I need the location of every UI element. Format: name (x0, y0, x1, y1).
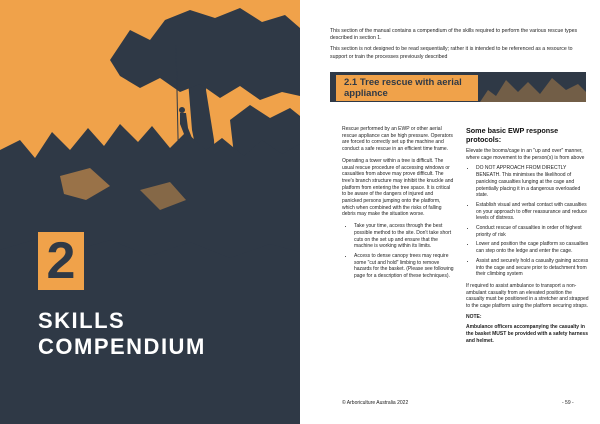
list-item: • Conduct rescue of casualties in order of highest priority of risk (476, 225, 590, 238)
list-item: • Access to dense canopy trees may require some "cut and hold" limbing to remove hazards for the basket. (Please see following page for a description of these techniques). (354, 253, 454, 280)
section-banner (330, 72, 586, 102)
intro-paragraph: This section of the manual contains a compendium of the skills required to perform the various rescue types described in section 1. (330, 28, 578, 42)
climber-head (179, 107, 185, 113)
note-label: NOTE: (466, 313, 482, 320)
note-text: Ambulance officers accompanying the casualty in the basket MUST be provided with a safety harness and helmet. (466, 324, 588, 344)
list-item: • Lower and position the cage platform so casualties can step onto the ledge and enter the cage. (476, 241, 590, 254)
paragraph: If required to assist ambulance to transport a non-ambulant casualty from an elevated position the casualty must be positioned in a stretcher and strapped to the cage platform using the platform securing straps. (466, 282, 589, 310)
right-page (300, 0, 600, 424)
bullet-list (466, 165, 590, 278)
left-column (342, 126, 454, 283)
intro-text (330, 28, 590, 65)
chapter-title-line2: COMPENDIUM (38, 334, 206, 359)
footer-copyright: © Arboriculture Australia 2022 (342, 400, 409, 406)
paragraph: Rescue performed by an EWP or other aerial rescue appliance can be high pressure. Operators are forced to correctly set up the machine and conduct a safe rescue in an efficient time frame. (342, 126, 453, 153)
paragraph: Operating a tower within a tree is difficult. The usual rescue procedure of accessing windows or casualties from above may prove difficult. The tree's branch structure may inhibit the knuckle and platform from entering the tree space. It is critical to be aware of the dangers of injured and panicked persons jumping onto the platform, which when combined with the risks of falling debris may make the situation worse. (342, 157, 454, 218)
list-item: • Take your time, access through the best possible method to the site. Don't take short cuts on the set up and ensure that the machine is working within its limits. (354, 223, 454, 250)
section-title: 2.1 Tree rescue with aerial appliance (336, 75, 478, 101)
paragraph: Elevate the booms/cage in an "up and over" manner, where cage movement to the person(s) is from above (466, 148, 585, 161)
list-item: • Assist and securely hold a casualty gaining access into the cage and secure prior to detachment from their climbing system (476, 258, 590, 278)
bullet-list (342, 223, 454, 280)
page-number: - 59 - (562, 400, 574, 406)
chapter-title (38, 308, 206, 360)
chapter-title-line1: SKILLS (38, 308, 126, 333)
list-item: • DO NOT APPROACH FROM DIRECTLY BENEATH. This minimises the likelihood of panicking casualties lunging at the cage and potentially placing it in a dangerous overloaded state. (476, 165, 590, 199)
intro-paragraph: This section is not designed to be read sequentially; rather it is intended to be referenced as a resource to support or train the processes previously described (330, 46, 573, 60)
list-item: • Establish visual and verbal contact with casualties on your approach to offer reassurance and reduce levels of distress. (476, 202, 590, 222)
protocols-heading: Some basic EWP response protocols: (466, 126, 559, 144)
right-column (466, 126, 590, 349)
chapter-number: 2 (38, 232, 84, 290)
tree-canopy (110, 8, 300, 100)
